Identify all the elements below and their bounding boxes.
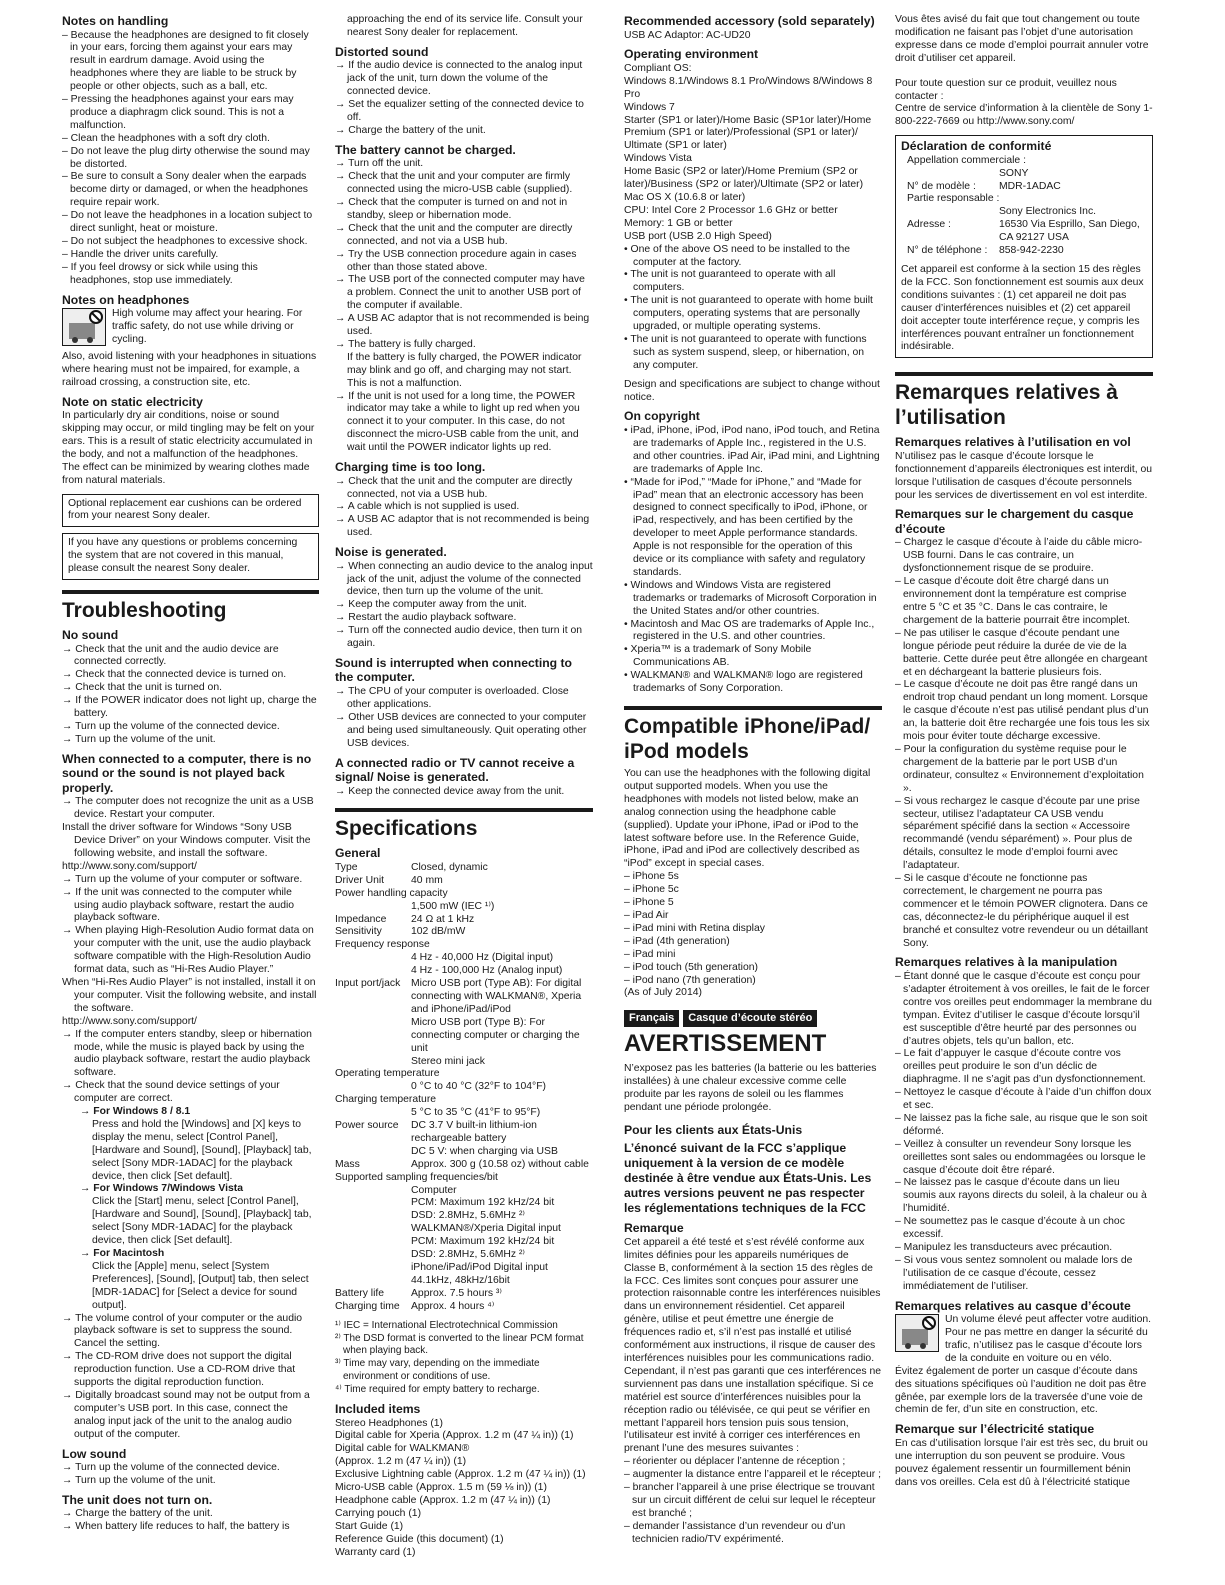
list-item: 4 Hz - 100,000 Hz (Analog input) — [411, 965, 563, 977]
battery-note: If the battery is fully charged, the POWER indicator may blink and go off, and charging may not start. This is not a malfunction. — [347, 351, 582, 389]
list-item: → Try the USB connection procedure again in cases other than those stated above. — [335, 248, 577, 273]
hearing-warning — [62, 308, 319, 347]
list-item: → Check that the unit and the computer are directly connected, not via a USB hub. — [335, 475, 573, 500]
notes-handling-title: Notes on handling — [62, 14, 169, 28]
column-3 — [624, 14, 882, 1547]
list-item: → If the computer enters standby, sleep or hibernation mode, while the music is played back by using the audio playback software, restart the audio playback software. — [62, 1028, 312, 1079]
list-item: – augmenter la distance entre l’appareil et le récepteur ; — [624, 1469, 882, 1481]
battery-list — [335, 158, 593, 352]
spec-value: Approx. 7.5 hours ³⁾ — [411, 1287, 502, 1299]
list-item: Install the driver software for Windows “Sony USB Device Driver” on your Windows computer. Visit the following website, and install the software. — [62, 822, 311, 859]
decl-partie: Partie responsable : — [907, 193, 1000, 205]
optemp-value: 0 °C to 40 °C (32°F to 104°F) — [411, 1081, 547, 1093]
input-values — [411, 978, 593, 1068]
radio-title: A connected radio or TV cannot receive a signal/ Noise is generated. — [335, 755, 575, 784]
list-item: → Check that the unit and your computer are firmly connected using the micro-USB cable (supplied). — [335, 171, 573, 196]
list-item: → Charge the battery of the unit. — [335, 124, 486, 136]
decl-row — [901, 245, 1147, 258]
compat-title: Compatible iPhone/iPad/ iPod models — [624, 715, 871, 763]
spec-value: 102 dB/mW — [411, 926, 466, 938]
spec-row — [335, 926, 593, 939]
remarque-title: Remarque — [624, 1221, 684, 1236]
list-item: → The CPU of your computer is overloaded. Close other applications. — [335, 685, 569, 710]
static-text-1: In particularly dry air conditions, noise or sound skipping may occur, or mild tingling may be felt on your ears. This is a result of static electricity accumulated in the body, and not a malfunction of the headphones. — [62, 410, 315, 460]
remarque-text: Cet appareil a été testé et s’est révélé conforme aux limites définies pour les appareils numériques de Classe B, conformément à la section 15 des règles de la FCC. Ces limites sont conçues pour assurer une protection raisonnable contre les interférences nuisibles dans un environnement résidentiel. Cet appareil génère, utilise et peut émettre une énergie de fréquences radio et, s’il n’est pas installé et utilisé conformément aux instructions, il risque de causer des interférences nuisibles pour les communications radio. Cependant, il n’est pas garanti que ces interférences ne surviennent pas dans une installation spécifique. Si ce matériel est source d’interférences nuisibles pour la réception radio ou télévisée, ce qui peut se vérifier en mettant l’appareil hors tension puis sous tension, l’utilisateur est invité à corriger ces interférences en prenant l’une des mesures suivantes : — [624, 1236, 882, 1455]
list-item: → If the audio device is connected to the analog input jack of the unit, turn down the volume of the connected device. — [335, 60, 583, 98]
not-on-list — [62, 1508, 319, 1534]
list-item: – Chargez le casque d’écoute à l’aide du câble micro-USB fourni. Dans le cas contraire, un dysfonctionnement risque de se produire. — [895, 537, 1143, 575]
decl-value: 858-942-2230 — [999, 245, 1064, 257]
list-item: – Do not subject the headphones to excessive shock. — [62, 236, 308, 247]
list-item: Compliant OS: — [624, 62, 692, 74]
list-item: → When playing High-Resolution Audio format data on your computer with the unit, use the audio playback software compatible with the High-Resolution Audio format data, such as “Hi-Res Audio Player.” — [62, 925, 314, 976]
avertissement-title: AVERTISSEMENT — [624, 1030, 827, 1058]
no-sound-list — [62, 644, 319, 747]
mac-text: Click the [Apple] menu, select [System Preferences], [Sound], [Output] tab, then select [MDR-1ADAC] for [Select a device for sound output]. — [92, 1260, 309, 1311]
list-item: → Turn off the connected audio device, then turn it on again. — [335, 625, 583, 650]
power-row — [335, 1120, 593, 1159]
declaration-title: Déclaration de conformité — [901, 139, 1052, 154]
list-item: – Si vous rechargez le casque d’écoute par une prise secteur, utilisez l’adaptateur CA USB vendu séparément spécifié dans la section « Accessoire recommandé (vendu séparément) ». Pour plus de détails, consultez le mode d’emploi fourni avec l’adaptateur. — [895, 795, 1140, 872]
list-item: • The unit is not guaranteed to operate with functions such as system suspend, sleep, or hibernation, on any computer. — [624, 333, 867, 371]
list-item: Headphone cable (Approx. 1.2 m (47 ¼ in)) (1) — [335, 1495, 551, 1506]
mass-row — [335, 1159, 593, 1172]
included-list — [335, 1418, 593, 1560]
spec-label: Driver Unit — [335, 874, 385, 886]
decl-label: N° de modèle : — [907, 180, 976, 192]
list-item: → If the POWER indicator does not light up, charge the battery. — [62, 695, 317, 720]
decl-rows-2 — [901, 219, 1147, 258]
list-item: ⁴⁾ Time required for empty battery to recharge. — [335, 1384, 540, 1396]
battery-title: The battery cannot be charged. — [335, 142, 516, 157]
manip-list — [895, 971, 1153, 1294]
list-item: Windows 7 — [624, 101, 675, 113]
notes-headphones-title: Notes on headphones — [62, 292, 190, 307]
language-label: Français — [624, 1010, 679, 1027]
list-item: • iPad, iPhone, iPod, iPod nano, iPod touch, and Retina are trademarks of Apple Inc., registered in the U.S. and other countries. iPad Air, iPad mini, and Lightning are trademarks of Apple Inc. — [624, 424, 880, 475]
list-item: → Turn up the volume of the connected device. — [62, 1462, 280, 1474]
power-values — [411, 1120, 593, 1159]
product-label: Casque d’écoute stéréo — [683, 1010, 817, 1027]
battery-last: → If the unit is not used for a long time, the POWER indicator may take a while to light up red when you connect it to your computer. In this case, do not disconnect the micro-USB cable from the unit, and wait until the POWER indicator lights up red. — [335, 390, 580, 454]
computer-list-2 — [62, 1313, 319, 1442]
list-item: – Le fait d’appuyer le casque d’écoute contre vos oreilles peut produire le son d’un déclic de diaphragme. Il ne s’agit pas d’un dysfonctionnement. — [895, 1048, 1146, 1086]
remarques-title: Remarques relatives à l’utilisation — [895, 381, 1118, 430]
list-item: → Turn off the unit. — [335, 158, 424, 170]
specifications-title: Specifications — [335, 817, 478, 841]
list-item: – iPad Air — [624, 909, 669, 921]
list-item: Digital cable for WALKMAN® — [335, 1443, 470, 1455]
list-item: (Approx. 1.2 m (47 ¼ in)) (1) — [335, 1456, 467, 1468]
decl-label: N° de téléphone : — [907, 245, 988, 257]
decl-text: Cet appareil est conforme à la section 15 des règles de la FCC. Son fonctionnement est soumis aux deux conditions suivantes : (1) cet appareil ne doit pas causer d’interférences nuisibles et (2) cet appareil doit accepter toute interférence reçue, y compris les interférences pouvant entraîner un fonctionnement indésirable. — [901, 264, 1144, 353]
declaration-box — [895, 135, 1153, 358]
list-item: → A cable which is not supplied is used. — [335, 501, 520, 513]
list-item: • “Made for iPod,” “Made for iPhone,” and “Made for iPad” mean that an electronic accessory has been designed to connect specifically to iPod, iPhone, or iPad, respectively, and has been certified by the developer to meet Apple performance standards. Apple is not responsible for the operation of this device or its compliance with safety and regulatory standards. — [624, 476, 868, 578]
compat-list — [624, 871, 882, 1000]
list-item: → Turn up the volume of the unit. — [62, 733, 216, 745]
spec-rows-3 — [335, 1288, 593, 1314]
list-item: → The volume control of your computer or the audio playback software is set to suppress the sound. Cancel the setting. — [62, 1312, 303, 1350]
decl-label: Adresse : — [907, 219, 951, 231]
section-divider — [335, 808, 593, 812]
decl-value: MDR-1ADAC — [999, 180, 1061, 192]
footnotes — [335, 1320, 593, 1397]
list-item: Memory: 1 GB or better — [624, 217, 733, 229]
list-item: iPhone/iPad/iPod Digital input — [411, 1262, 548, 1273]
section-divider — [895, 372, 1153, 376]
computer-list — [62, 796, 319, 1106]
input-row — [335, 978, 593, 1068]
win8-title: → For Windows 8 / 8.1 — [80, 1106, 191, 1118]
static-fr-text: En cas d’utilisation lorsque l’air est très sec, du bruit ou une interruption du son peuvent se produire. Vous pouvez également ressentir un fourmillement bénin dans vos oreilles. Cela est dû à l’électricité statique — [895, 1437, 1148, 1488]
charging-title: Charging time is too long. — [335, 460, 486, 475]
notes-handling-list — [62, 30, 319, 288]
no-headphones-driving-icon — [895, 1314, 939, 1352]
static-text-2: The effect can be minimized by wearing clothes made from natural materials. — [62, 461, 310, 486]
list-item: → The battery is fully charged. — [335, 338, 476, 350]
power-handling-label: Power handling capacity — [335, 887, 448, 899]
list-item: – Do not leave the headphones in a location subject to direct sunlight, heat or moisture. — [62, 210, 313, 235]
intro-2: Pour toute question sur ce produit, veuillez nous contacter : — [895, 77, 1117, 102]
list-item: Exclusive Lightning cable (Approx. 1.2 m (47 ¼ in)) (1) — [335, 1469, 586, 1481]
static-fr-title: Remarque sur l’électricité statique — [895, 1422, 1095, 1437]
list-item: – Ne laissez pas la fiche sale, au risque que le son soit déformé. — [895, 1112, 1148, 1137]
list-item: – iPhone 5c — [624, 884, 679, 896]
list-item: Digital cable for Xperia (Approx. 1.2 m (47 ¼ in)) (1) — [335, 1430, 574, 1442]
list-item: – Veillez à consulter un revendeur Sony lorsque les oreillettes sont sales ou endommagées ou lorsque le casque d’écoute doit être réparé. — [895, 1138, 1146, 1176]
column-1 — [62, 14, 319, 1534]
decl-row — [901, 219, 1147, 245]
list-item: – Nettoyez le casque d’écoute à l’aide d’un chiffon doux et sec. — [895, 1087, 1152, 1112]
list-item: → Turn up the volume of the unit. — [62, 1475, 216, 1486]
power-handling-value: 1,500 mW (IEC ¹⁾) — [411, 900, 495, 912]
spec-value: 24 Ω at 1 kHz — [411, 913, 475, 925]
optemp-label: Operating temperature — [335, 1068, 440, 1080]
dealer-note: If you have any questions or problems concerning the system that are not covered in this manual, please consult the nearest Sony dealer. — [62, 533, 319, 580]
list-item: (As of July 2014) — [624, 987, 702, 999]
list-item: • Macintosh and Mac OS are trademarks of Apple Inc., registered in the U.S. and other countries. — [624, 618, 875, 643]
list-item: – Ne laissez pas le casque d’écoute dans un lieu soumis aux rayons directs du soleil, à la chaleur ou à l’humidité. — [895, 1177, 1147, 1215]
list-item: – Le casque d’écoute ne doit pas être rangé dans un endroit trop chaud pendant un long moment. Lorsque le casque d’écoute n’est pas utilisé pendant plus d’un an, la batterie doit être rechargée une fois tous les six mois pour éviter toute décharge excessive. — [895, 679, 1150, 743]
list-item: – Handle the driver units carefully. — [62, 248, 219, 260]
spec-label: Battery life — [335, 1287, 385, 1299]
casque-warning — [895, 1314, 1153, 1366]
list-item: – iPod touch (5th generation) — [624, 961, 759, 973]
list-item: • Xperia™ is a trademark of Sony Mobile Communications AB. — [624, 644, 812, 669]
avertissement-text: N’exposez pas les batteries (la batterie ou les batteries installées) à une chaleur excessive comme celle produite par les rayons de soleil ou les flammes pendant une période prolongée. — [624, 1063, 877, 1113]
ear-cushion-note: Optional replacement ear cushions can be ordered from your nearest Sony dealer. — [62, 494, 319, 528]
env-list — [624, 63, 882, 244]
casque-text: Évitez également de porter un casque d’écoute dans des situations spécifiques où l’audition ne doit pas être gênée, par exemple lors de la traversée d’une voie de chemin de fer, d’un site en construction, etc. — [895, 1365, 1147, 1416]
list-item: → Keep the connected device away from the unit. — [335, 785, 565, 797]
list-item: → If the unit was connected to the computer while using audio playback software, restart the audio playback software. — [62, 886, 295, 924]
static-title: Note on static electricity — [62, 394, 203, 409]
not-on-title: The unit does not turn on. — [62, 1492, 213, 1507]
interrupted-title: Sound is interrupted when connecting to the computer. — [335, 655, 572, 685]
list-item: → Set the equalizer setting of the connected device to off. — [335, 99, 584, 123]
list-item: → Digitally broadcast sound may not be output from a computer’s USB port. In this case, connect the analog input jack of the unit to the analog audio output of the computer. — [62, 1389, 310, 1440]
mac-title: → For Macintosh — [80, 1248, 165, 1259]
spec-row — [335, 914, 593, 927]
list-item: PCM: Maximum 192 kHz/24 bit — [411, 1236, 555, 1248]
sampling-values — [335, 1185, 593, 1288]
decl-partie-value: Sony Electronics Inc. — [999, 206, 1097, 218]
list-item: – iPad mini with Retina display — [624, 922, 765, 934]
list-item: Stereo Headphones (1) — [335, 1417, 444, 1429]
included-title: Included items — [335, 1402, 421, 1417]
power-label: Power source — [335, 1120, 399, 1132]
list-item: → The CD-ROM drive does not support the digital reproduction function. Use a CD-ROM drive that supports the digital reproduction function. — [62, 1351, 296, 1389]
list-item: DSD: 2.8MHz, 5.6MHz ²⁾ — [411, 1249, 525, 1261]
list-item: 4 Hz - 40,000 Hz (Digital input) — [411, 952, 554, 964]
win8-text: Press and hold the [Windows] and [X] keys to display the menu, select [Control Panel], [Hardware and Sound], [Sound], [Playback] tab, select [Sony MDR-1ADAC] for the playback device, then click [Set default]. — [92, 1118, 312, 1182]
list-item: Reference Guide (this document) (1) — [335, 1533, 504, 1545]
list-item: → Charge the battery of the unit. — [62, 1508, 213, 1520]
usa-title: Pour les clients aux États-Unis — [624, 1122, 803, 1137]
fcc-statement: L’énoncé suivant de la FCC s’applique uniquement à la version de ce modèle destinée à être vendue aux États-Unis. Les autres versions peuvent ne pas respecter les réglementations techniques de la FCC — [624, 1141, 872, 1216]
list-item: – Pour la configuration du système requise pour le chargement de la batterie par le port USB d’un ordinateur, consultez « Environnement d’exploitation ». — [895, 743, 1144, 794]
input-label: Input port/jack — [335, 978, 401, 990]
language-tag — [624, 1010, 882, 1027]
computer-title: When connected to a computer, there is no sound or the sound is not played back properly. — [62, 751, 312, 795]
freq-label: Frequency response — [335, 939, 430, 951]
spec-label: Charging time — [335, 1300, 400, 1312]
spec-row — [335, 862, 593, 875]
list-item: Mac OS X (10.6.8 or later) — [624, 191, 746, 203]
intro-1: Vous êtes avisé du fait que tout changement ou toute modification ne faisant pas l’objet d’une autorisation expresse dans ce mode d’emploi pourrait annuler votre droit d’utiliser cet appareil. — [895, 14, 1149, 64]
column-4 — [895, 14, 1153, 1490]
decl-appellation-value: SONY — [999, 167, 1029, 179]
no-sound-title: No sound — [62, 628, 119, 643]
troubleshooting-title: Troubleshooting — [62, 599, 227, 623]
copyright-list — [624, 425, 882, 696]
charging-list — [335, 476, 593, 541]
list-item: → The USB port of the connected computer may have a problem. Connect the unit to another USB port of the computer if available. — [335, 274, 585, 312]
list-item: – Clean the headphones with a soft dry cloth. — [62, 132, 270, 144]
list-item: → Check that the unit is turned on. — [62, 682, 222, 694]
spec-value: Closed, dynamic — [411, 861, 488, 873]
mass-label: Mass — [335, 1158, 360, 1170]
freq-values — [335, 952, 593, 978]
casque-title: Remarques relatives au casque d’écoute — [895, 1298, 1131, 1313]
design-note: Design and specifications are subject to change without notice. — [624, 378, 880, 403]
spec-rows-1 — [335, 862, 593, 888]
list-item: • WALKMAN® and WALKMAN® logo are registered trademarks of Sony Corporation. — [624, 670, 863, 695]
noise-title: Noise is generated. — [335, 545, 447, 560]
charge-title: Remarques sur le chargement du casque d’écoute — [895, 507, 1134, 536]
list-item: • The unit is not guaranteed to operate with all computers. — [624, 269, 836, 294]
list-item: → Keep the computer away from the unit. — [335, 599, 527, 611]
list-item: DSD: 2.8MHz, 5.6MHz ²⁾ — [411, 1210, 525, 1222]
list-item: – Because the headphones are designed to fit closely in your ears, forcing them against your ears may result in eardrum damage. Avoid using the headphones where they are liable to be struck by people or other objects, such as a ball, etc. — [62, 29, 309, 93]
list-item: – iPhone 5s — [624, 871, 679, 883]
no-headphones-driving-icon — [62, 308, 106, 346]
list-item: – Si le casque d’écoute ne fonctionne pas correctement, le chargement ne pourra pas commencer et le témoin POWER clignotera. Dans ce cas, déconnectez-le du périphérique auquel il est branché et consultez votre revendeur ou un détaillant Sony. — [895, 873, 1148, 949]
list-item: – Étant donné que le casque d’écoute est conçu pour s’adapter étroitement à vos oreilles, le fait de le forcer contre vos oreilles peut endommager la membrane du tympan. Évitez d’utiliser le casque d’écoute lorsqu’il est susceptible d’être heurté par des personnes ou d’autres objets, tels qu’un ballon, etc. — [895, 970, 1152, 1047]
list-item: http://www.sony.com/support/ — [62, 860, 197, 872]
spec-row — [335, 875, 593, 888]
remarque-list — [624, 1456, 882, 1546]
list-item: ³⁾ Time may vary, depending on the immediate environment or conditions of use. — [335, 1358, 540, 1383]
distorted-list — [335, 60, 593, 137]
spec-rows-2 — [335, 914, 593, 940]
decl-rows — [901, 181, 1147, 194]
low-sound-list — [62, 1462, 319, 1488]
vol-text: N’utilisez pas le casque d’écoute lorsque le fonctionnement d’appareils électroniques est interdit, ou lorsque l’utilisation de casques d’écoute personnels pour les services de divertissement en vol est interdite. — [895, 450, 1153, 501]
list-item: → The computer does not recognize the unit as a USB device. Restart your computer. — [62, 796, 314, 821]
list-item: – Le casque d’écoute doit être chargé dans un environnement dont la température est comprise entre 5 °C et 35 °C. Dans le cas contraire, le chargement de la batterie pourrait être incomplet. — [895, 576, 1130, 626]
list-item: – brancher l’appareil à une prise électrique se trouvant sur un circuit différent de celui sur lequel le récepteur est branché ; — [624, 1482, 876, 1519]
spec-label: Impedance — [335, 913, 387, 925]
list-item: → When battery life reduces to half, the battery is — [62, 1521, 290, 1533]
interrupted-list — [335, 686, 593, 751]
distorted-title: Distorted sound — [335, 44, 429, 59]
list-item: → Restart the audio playback software. — [335, 612, 517, 624]
list-item: Windows Vista — [624, 153, 692, 165]
list-item: CPU: Intel Core 2 Processor 1.6 GHz or better — [624, 204, 838, 216]
list-item: When “Hi-Res Audio Player” is not installed, install it on your computer. Visit the following website, and install the software. — [62, 976, 317, 1014]
sampling-label: Supported sampling frequencies/bit — [335, 1171, 498, 1183]
decl-row — [901, 181, 1147, 194]
notes-headphones-text: Also, avoid listening with your headphones in situations where hearing must not be impaired, for example, a railroad crossing, a construction site, etc. — [62, 350, 317, 388]
casque-warning-text: Un volume élevé peut affecter votre audition. Pour ne pas mettre en danger la sécurité du trafic, n’utilisez pas le casque d’écoute lors de la conduite en voiture ou en vélo. — [945, 1314, 1152, 1364]
list-item: USB port (USB 2.0 High Speed) — [624, 230, 772, 242]
section-divider — [624, 706, 882, 710]
battery-continued: approaching the end of its service life. Consult your nearest Sony dealer for replacement. — [347, 14, 583, 38]
list-item: → Other USB devices are connected to your computer and being used simultaneously. Quit operating other USB devices. — [335, 711, 587, 749]
column-2 — [335, 14, 593, 1560]
list-item: Micro-USB cable (Approx. 1.5 m (59 ⅛ in)) (1) — [335, 1482, 547, 1494]
noise-list — [335, 561, 593, 651]
list-item: Carrying pouch (1) — [335, 1507, 422, 1519]
list-item: – Pressing the headphones against your ears may produce a diaphragm click sound. This is not a malfunction. — [62, 94, 294, 131]
list-item: Stereo mini jack — [411, 1055, 485, 1067]
list-item: → Turn up the volume of your computer or software. — [62, 873, 303, 885]
list-item: → Check that the sound device settings of your computer are correct. — [62, 1080, 280, 1105]
list-item: Home Basic (SP2 or later)/Home Premium (SP2 or later)/Business (SP2 or later)/Ultimate (SP2 or later) — [624, 166, 864, 191]
section-divider — [62, 590, 319, 594]
list-item: DC 3.7 V built-in lithium-ion rechargeable battery — [411, 1120, 537, 1144]
list-item: – demander l’assistance d’un revendeur ou d’un technicien radio/TV expérimenté. — [624, 1520, 846, 1545]
chtemp-label: Charging temperature — [335, 1094, 437, 1106]
list-item: DC 5 V: when charging via USB — [411, 1145, 558, 1157]
vol-title: Remarques relatives à l’utilisation en vol — [895, 435, 1131, 450]
list-item: http://www.sony.com/support/ — [62, 1015, 197, 1027]
radio-list — [335, 786, 593, 799]
spec-row — [335, 1301, 593, 1314]
accessory-text: USB AC Adaptor: AC-UD20 — [624, 29, 751, 41]
list-item: 44.1kHz, 48kHz/16bit — [411, 1274, 510, 1286]
list-item: → Check that the unit and the computer are directly connected, and not via a USB hub. — [335, 222, 573, 247]
intro-3: Centre de service d’information à la clientèle de Sony 1-800-222-7669 ou http://www.sony.com/ — [895, 103, 1153, 128]
spec-label: Type — [335, 861, 358, 873]
manip-title: Remarques relatives à la manipulation — [895, 955, 1118, 970]
list-item: PCM: Maximum 192 kHz/24 bit — [411, 1197, 555, 1209]
mass-value: Approx. 300 g (10.58 oz) without cable — [411, 1158, 589, 1170]
list-item: – Ne soumettez pas le casque d’écoute à un choc excessif. — [895, 1216, 1125, 1241]
low-sound-title: Low sound — [62, 1446, 127, 1461]
list-item: – Ne pas utiliser le casque d’écoute pendant une longue période peut réduire la durée de vie de la batterie. Cette durée peut être allongée en chargeant et en déchargeant la batterie plusieurs fois. — [895, 627, 1148, 678]
charge-list — [895, 537, 1153, 950]
env-title: Operating environment — [624, 47, 759, 62]
list-item: • Windows and Windows Vista are registered trademarks or trademarks of Microsoft Corporation in the United States and/or other countries. — [624, 579, 877, 617]
list-item: Computer — [411, 1184, 457, 1196]
chtemp-value: 5 °C to 35 °C (41°F to 95°F) — [411, 1107, 541, 1119]
list-item: WALKMAN®/Xperia Digital input — [411, 1223, 561, 1235]
hearing-warning-text: High volume may affect your hearing. For traffic safety, do not use while driving or cycling. — [112, 308, 303, 345]
env-bullets — [624, 244, 882, 373]
general-title: General — [335, 846, 381, 861]
spec-value: Approx. 4 hours ⁴⁾ — [411, 1300, 495, 1312]
list-item: – Manipulez les transducteurs avec précaution. — [895, 1242, 1113, 1253]
list-item: – Be sure to consult a Sony dealer when the earpads become dirty or damaged, or when the headphones require repair work. — [62, 171, 308, 209]
list-item: – iPad (4th generation) — [624, 935, 730, 947]
list-item: – réorienter ou déplacer l’antenne de réception ; — [624, 1456, 846, 1468]
list-item: ²⁾ The DSD format is converted to the linear PCM format when playing back. — [335, 1332, 584, 1357]
list-item: → When connecting an audio device to the analog input jack of the unit, adjust the volume of the connected device, then turn up the volume of the unit. — [335, 560, 593, 598]
compat-text: You can use the headphones with the following digital output supported models. When you use the headphones with models not listed below, make an analog connection using the headphone cable (supplied). Update your iPhone, iPad or iPod to the latest software before use. In the Reference Guide, iPhone, iPad and iPod are collectively described as “iPod” except in special cases. — [624, 768, 871, 870]
list-item: → Check that the computer is turned on and not in standby, sleep or hibernation mode. — [335, 196, 568, 221]
list-item: → A USB AC adaptor that is not recommended is being used. — [335, 514, 590, 539]
decl-value: 16530 Via Esprillo, San Diego, CA 92127 USA — [999, 219, 1140, 244]
list-item: • The unit is not guaranteed to operate with home built computers, operating systems that are personally upgraded, or multiple operating systems. — [624, 295, 873, 333]
list-item: Windows 8.1/Windows 8.1 Pro/Windows 8/Windows 8 Pro — [624, 75, 873, 100]
list-item: → Check that the connected device is turned on. — [62, 669, 287, 681]
list-item: – Si vous vous sentez somnolent ou malade lors de l’utilisation de ce casque d’écoute, cessez immédiatement de l’utiliser. — [895, 1254, 1133, 1292]
list-item: – iPhone 5 — [624, 897, 674, 909]
win7-text: Click the [Start] menu, select [Control Panel], [Hardware and Sound], [Sound], [Playback] tab, select [Sony MDR-1ADAC] for the playback device, then click [Set default]. — [92, 1196, 312, 1247]
list-item: – Do not leave the plug dirty otherwise the sound may be distorted. — [62, 145, 310, 170]
list-item: – If you feel drowsy or sick while using this headphones, stop use immediately. — [62, 261, 258, 286]
list-item: → Check that the unit and the audio device are connected correctly. — [62, 643, 279, 668]
list-item: → Turn up the volume of the connected device. — [62, 720, 280, 732]
accessory-title: Recommended accessory (sold separately) — [624, 14, 875, 28]
list-item: Micro USB port (Type B): For connecting computer or charging the unit — [411, 1016, 580, 1054]
list-item: Start Guide (1) — [335, 1520, 404, 1532]
spec-row — [335, 1288, 593, 1301]
list-item: • One of the above OS need to be installed to the computer at the factory. — [624, 243, 851, 268]
win7-title: → For Windows 7/Windows Vista — [80, 1183, 243, 1195]
list-item: ¹⁾ IEC = International Electrotechnical Commission — [335, 1319, 558, 1331]
spec-value: 40 mm — [411, 874, 443, 886]
list-item: Starter (SP1 or later)/Home Basic (SP1or later)/Home Premium (SP1 or later)/Professional (SP1 or later)/ Ultimate (SP1 or later) — [624, 114, 872, 152]
list-item: Micro USB port (Type AB): For digital connecting with WALKMAN®, Xperia and iPhone/iPad/iPod — [411, 978, 582, 1015]
list-item: Warranty card (1) — [335, 1546, 416, 1558]
list-item: – iPad mini — [624, 948, 676, 960]
list-item: → A USB AC adaptor that is not recommended is being used. — [335, 313, 590, 338]
decl-appellation: Appellation commerciale : — [907, 154, 1026, 166]
copyright-title: On copyright — [624, 409, 700, 424]
spec-label: Sensitivity — [335, 926, 382, 938]
list-item: – iPod nano (7th generation) — [624, 974, 756, 986]
